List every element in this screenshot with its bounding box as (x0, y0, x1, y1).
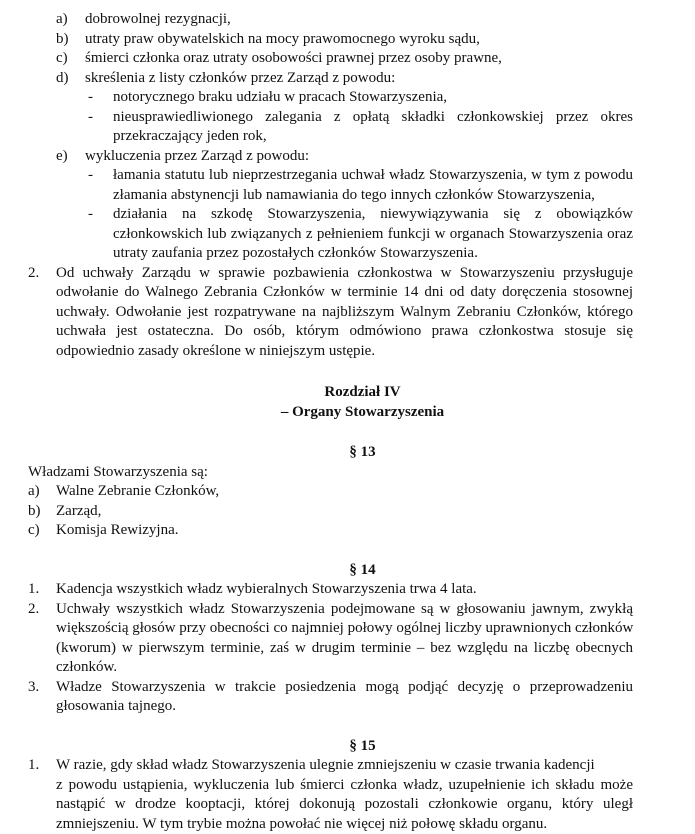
list-text: skreślenia z listy członków przez Zarząd z powodu: (85, 69, 395, 89)
item-text: zmniejszeniu. W tym trybie można powołać nie więcej niż połowę składu organu. (56, 815, 547, 834)
item-text-line (0, 776, 695, 796)
list-marker: a) (56, 10, 68, 30)
number-marker: 2. (28, 600, 39, 620)
dash-marker: - (88, 166, 93, 186)
intro-text: Władzami Stowarzyszenia są: (28, 463, 208, 483)
dash-item-cont (0, 127, 695, 147)
list-text: utraty praw obywatelskich na mocy prawomocnego wyroku sądu, (85, 30, 480, 50)
number-marker: 3. (28, 678, 39, 698)
list-item (0, 482, 695, 502)
dash-item-cont (0, 225, 695, 245)
chapter-subtitle-text: – Organy Stowarzyszenia (0, 403, 695, 423)
dash-item (0, 205, 695, 225)
dash-item (0, 108, 695, 128)
list-text: Walne Zebranie Członków, (56, 482, 219, 502)
item-text: Kadencja wszystkich władz wybieralnych Stowarzyszenia trwa 4 lata. (56, 580, 477, 600)
item-text-line (0, 795, 695, 815)
section-14-heading (0, 561, 695, 581)
chapter-title-text: Rozdział IV (0, 383, 695, 403)
list-item-a (0, 10, 695, 30)
item-text: W razie, gdy skład władz Stowarzyszenia ulegnie zmniejszeniu w czasie trwania kadencji (56, 756, 595, 776)
section-heading-text: § 13 (0, 443, 695, 463)
item-text: nastąpić w drodze kooptacji, której dokonują pozostali członkowie organu, który uległ (56, 795, 633, 815)
item-text: Władze Stowarzyszenia w trakcie posiedzenia mogą podjąć decyzję o przeprowadzeniu (56, 678, 633, 698)
dash-marker: - (88, 88, 93, 108)
item-text: członków. (56, 658, 117, 678)
numbered-item (0, 756, 695, 776)
section-heading-text: § 15 (0, 737, 695, 757)
list-marker: a) (28, 482, 40, 502)
list-item-b (0, 30, 695, 50)
dash-text: przekraczający jeden rok, (113, 127, 267, 147)
item-text-line (0, 658, 695, 678)
list-text: Komisja Rewizyjna. (56, 521, 178, 541)
point-text-line (0, 322, 695, 342)
dash-item (0, 88, 695, 108)
chapter-title (0, 383, 695, 403)
list-item (0, 521, 695, 541)
dash-marker: - (88, 108, 93, 128)
list-text: śmierci członka oraz utraty osobowości prawnej przez osoby prawne, (85, 49, 502, 69)
list-text: dobrowolnej rezygnacji, (85, 10, 231, 30)
list-item-e (0, 147, 695, 167)
section-13-intro (0, 463, 695, 483)
section-13-heading (0, 443, 695, 463)
list-marker: c) (28, 521, 40, 541)
dash-text: działania na szkodę Stowarzyszenia, niewywiązywania się z obowiązków (113, 205, 633, 225)
dash-text: utraty zaufania przez pozostałych członków Stowarzyszenia. (113, 244, 478, 264)
item-text-line (0, 639, 695, 659)
item-text-line (0, 815, 695, 834)
item-text: z powodu ustąpienia, wykluczenia lub śmierci członka władz, uzupełnienie ich składu może (56, 776, 633, 796)
dash-text: nieusprawiedliwionego zalegania z opłatą składki członkowskiej przez okres (113, 108, 633, 128)
point-text-line (0, 342, 695, 362)
point-text: odwołanie do Walnego Zebrania Członków w terminie 14 dni od daty doręczenia stosownej (56, 283, 633, 303)
list-marker: b) (56, 30, 69, 50)
dash-item-cont (0, 186, 695, 206)
dash-item (0, 166, 695, 186)
chapter-subtitle (0, 403, 695, 423)
list-item-d (0, 69, 695, 89)
point-text: odpowiednio zasady określone w niniejszym ustępie. (56, 342, 375, 362)
point-marker: 2. (28, 264, 39, 284)
point-text: uchwały. Odwołanie jest rozpatrywane na najbliższym Walnym Zebraniu Członków, którego (56, 303, 633, 323)
dash-text: członkowskich lub związanych z pełnieniem funkcji w organach Stowarzyszenia oraz (113, 225, 633, 245)
item-text: (kworum) w pierwszym terminie, zaś w drugim terminie – bez względu na liczbę obecnych (56, 639, 633, 659)
list-item-c (0, 49, 695, 69)
section-heading-text: § 14 (0, 561, 695, 581)
document-page (0, 10, 695, 834)
dash-text: notorycznego braku udziału w pracach Stowarzyszenia, (113, 88, 447, 108)
item-text: większością głosów przy obecności co najmniej połowy ogólnej liczby uprawnionych członków (56, 619, 633, 639)
point-text-line (0, 283, 695, 303)
numbered-item (0, 678, 695, 698)
list-marker: e) (56, 147, 68, 167)
dash-text: złamania abstynencji lub namawiania do tego innych członków Stowarzyszenia, (113, 186, 595, 206)
item-text: Uchwały wszystkich władz Stowarzyszenia podejmowane są w głosowaniu jawnym, zwykłą (56, 600, 633, 620)
list-marker: b) (28, 502, 41, 522)
number-marker: 1. (28, 580, 39, 600)
point-text: Od uchwały Zarządu w sprawie pozbawienia członkostwa w Stowarzyszeniu przysługuje (56, 264, 633, 284)
point-2 (0, 264, 695, 284)
list-text: wykluczenia przez Zarząd z powodu: (85, 147, 309, 167)
numbered-item (0, 600, 695, 620)
number-marker: 1. (28, 756, 39, 776)
section-15-heading (0, 737, 695, 757)
point-text: uchwała jest ostateczna. Do osób, którym odmówiono prawa członkostwa stosuje się (56, 322, 633, 342)
list-marker: c) (56, 49, 68, 69)
item-text-line (0, 697, 695, 717)
dash-text: łamania statutu lub nieprzestrzegania uchwał władz Stowarzyszenia, w tym z powodu (113, 166, 633, 186)
list-item (0, 502, 695, 522)
point-text-line (0, 303, 695, 323)
item-text: głosowania tajnego. (56, 697, 176, 717)
numbered-item (0, 580, 695, 600)
dash-marker: - (88, 205, 93, 225)
list-marker: d) (56, 69, 69, 89)
dash-item-cont (0, 244, 695, 264)
list-text: Zarząd, (56, 502, 101, 522)
item-text-line (0, 619, 695, 639)
